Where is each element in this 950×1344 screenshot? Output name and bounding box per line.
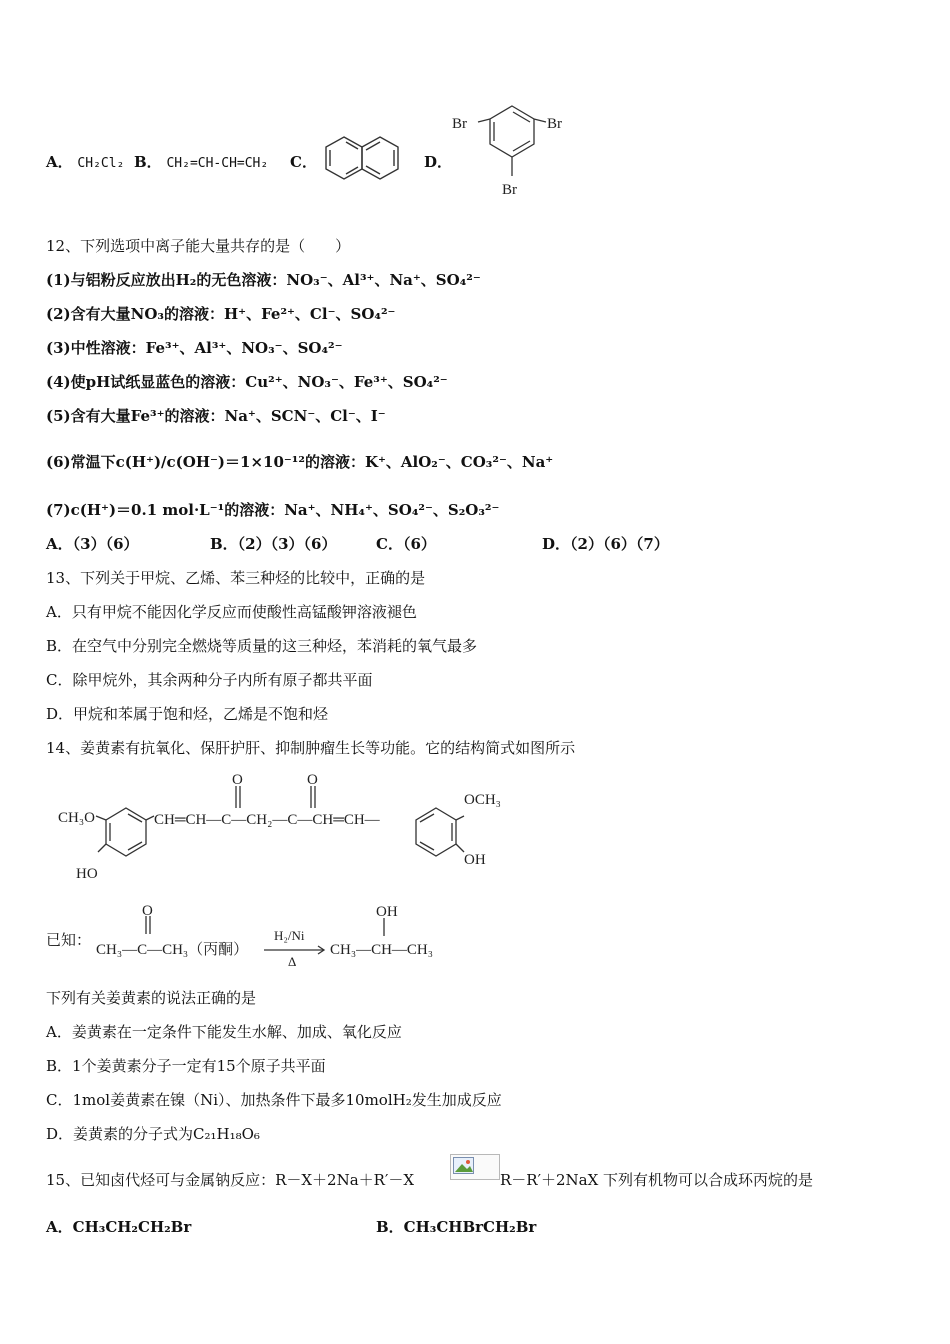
q12-option-d: D．（2）（6）（7） [542,535,669,553]
q11-option-c-label: C． [290,153,317,171]
br-substituent-left: Br [452,116,467,132]
br-substituent-bottom: Br [502,182,517,198]
q14-option-c: C．1mol姜黄素在镍（Ni）、加热条件下最多10molH₂发生加成反应 [46,1091,502,1109]
reaction-condition: Δ [288,954,297,968]
q11-option-a-formula: CH₂Cl₂ [77,156,125,171]
q11-options-row [46,152,124,174]
q13-option-d: D．甲烷和苯属于饱和烃，乙烯是不饱和烃 [46,705,329,723]
q14-known-prefix: 已知： [46,931,92,949]
q15-option-b: B．CH₃CHBrCH₂Br [376,1218,537,1236]
q13-option-b: B．在空气中分别完全燃烧等质量的这三种烃，苯消耗的氧气最多 [46,637,478,655]
curcumin-left-hydroxy: HO [76,866,98,882]
q12-option-a: A．（3）（6） [46,535,139,553]
q12-option-b: B．（2）（3）（6） [210,535,337,553]
naphthalene-structure [318,133,408,191]
q12-stem: 12、下列选项中离子能大量共存的是（ ） [46,237,351,255]
q14-option-a: A．姜黄素在一定条件下能发生水解、加成、氧化反应 [46,1023,402,1041]
curcumin-carbonyl-o1: O [232,772,243,788]
broken-image-icon [450,1154,500,1180]
curcumin-chain: CH═CH—C—CH₂—C—CH═CH— [154,812,380,828]
q13-option-c: C．除甲烷外，其余两种分子内所有原子都共平面 [46,671,373,689]
q14-option-d: D．姜黄素的分子式为C₂₁H₁₈O₆ [46,1125,260,1143]
q14-stem: 14、姜黄素有抗氧化、保肝护肝、抑制肿瘤生长等功能。它的结构简式如图所示 [46,739,576,757]
q12-item-3: (3)中性溶液：Fe³⁺、Al³⁺、NO₃⁻、SO₄²⁻ [46,339,343,357]
q15-option-a: A．CH₃CH₂CH₂Br [46,1218,192,1236]
curcumin-structure [54,772,514,890]
q12-item-2: (2)含有大量NO₃的溶液：H⁺、Fe²⁺、Cl⁻、SO₄²⁻ [46,305,396,323]
tribromobenzene-structure [452,104,574,204]
q12-item-4: (4)使pH试纸显蓝色的溶液：Cu²⁺、NO₃⁻、Fe³⁺、SO₄²⁻ [46,373,448,391]
isopropanol-oh: OH [376,904,398,920]
curcumin-carbonyl-o2: O [307,772,318,788]
q15-stem-after: R－R′＋2NaX 下列有机物可以合成环丙烷的是 [500,1171,814,1189]
q11-option-b [134,152,268,174]
isopropanol-formula: CH₃—CH—CH₃ [330,942,433,958]
q15-stem-before: 15、已知卤代烃可与金属钠反应：R－X＋2Na＋R′－X [46,1171,415,1189]
reaction-reagent: H₂/Ni [274,928,305,943]
curcumin-right-hydroxy: OH [464,852,486,868]
curcumin-right-methoxy: OCH₃ [464,792,501,808]
q13-option-a: A．只有甲烷不能因化学反应而使酸性高锰酸钾溶液褪色 [46,603,417,621]
q11-option-d-label: D． [424,153,453,171]
q11-option-b-formula: CH₂=CH-CH=CH₂ [166,156,269,171]
br-substituent-right: Br [547,116,562,132]
q11-option-a-label: A． [46,153,73,171]
q11-option-b-label: B． [134,153,162,171]
q14-question: 下列有关姜黄素的说法正确的是 [46,989,257,1007]
q12-item-5: (5)含有大量Fe³⁺的溶液：Na⁺、SCN⁻、Cl⁻、I⁻ [46,407,386,425]
curcumin-left-methoxy: CH₃O [58,810,95,826]
q14-option-b: B．1个姜黄素分子一定有15个原子共平面 [46,1057,326,1075]
q12-item-7: (7)c(H⁺)＝0.1 mol·L⁻¹的溶液：Na⁺、NH₄⁺、SO₄²⁻、S₂O₃²⁻ [46,501,500,519]
acetone-formula: CH₃—C—CH₃（丙酮） [96,942,249,958]
q12-option-c: C．（6） [376,535,436,553]
acetone-reduction-equation [94,902,454,968]
acetone-carbonyl-o: O [142,903,153,919]
q13-stem: 13、下列关于甲烷、乙烯、苯三种烃的比较中，正确的是 [46,569,426,587]
q12-item-6: (6)常温下c(H⁺)/c(OH⁻)＝1×10⁻¹²的溶液：K⁺、AlO₂⁻、CO₃²⁻、Na⁺ [46,453,554,471]
q12-item-1: (1)与铝粉反应放出H₂的无色溶液：NO₃⁻、Al³⁺、Na⁺、SO₄²⁻ [46,271,481,289]
